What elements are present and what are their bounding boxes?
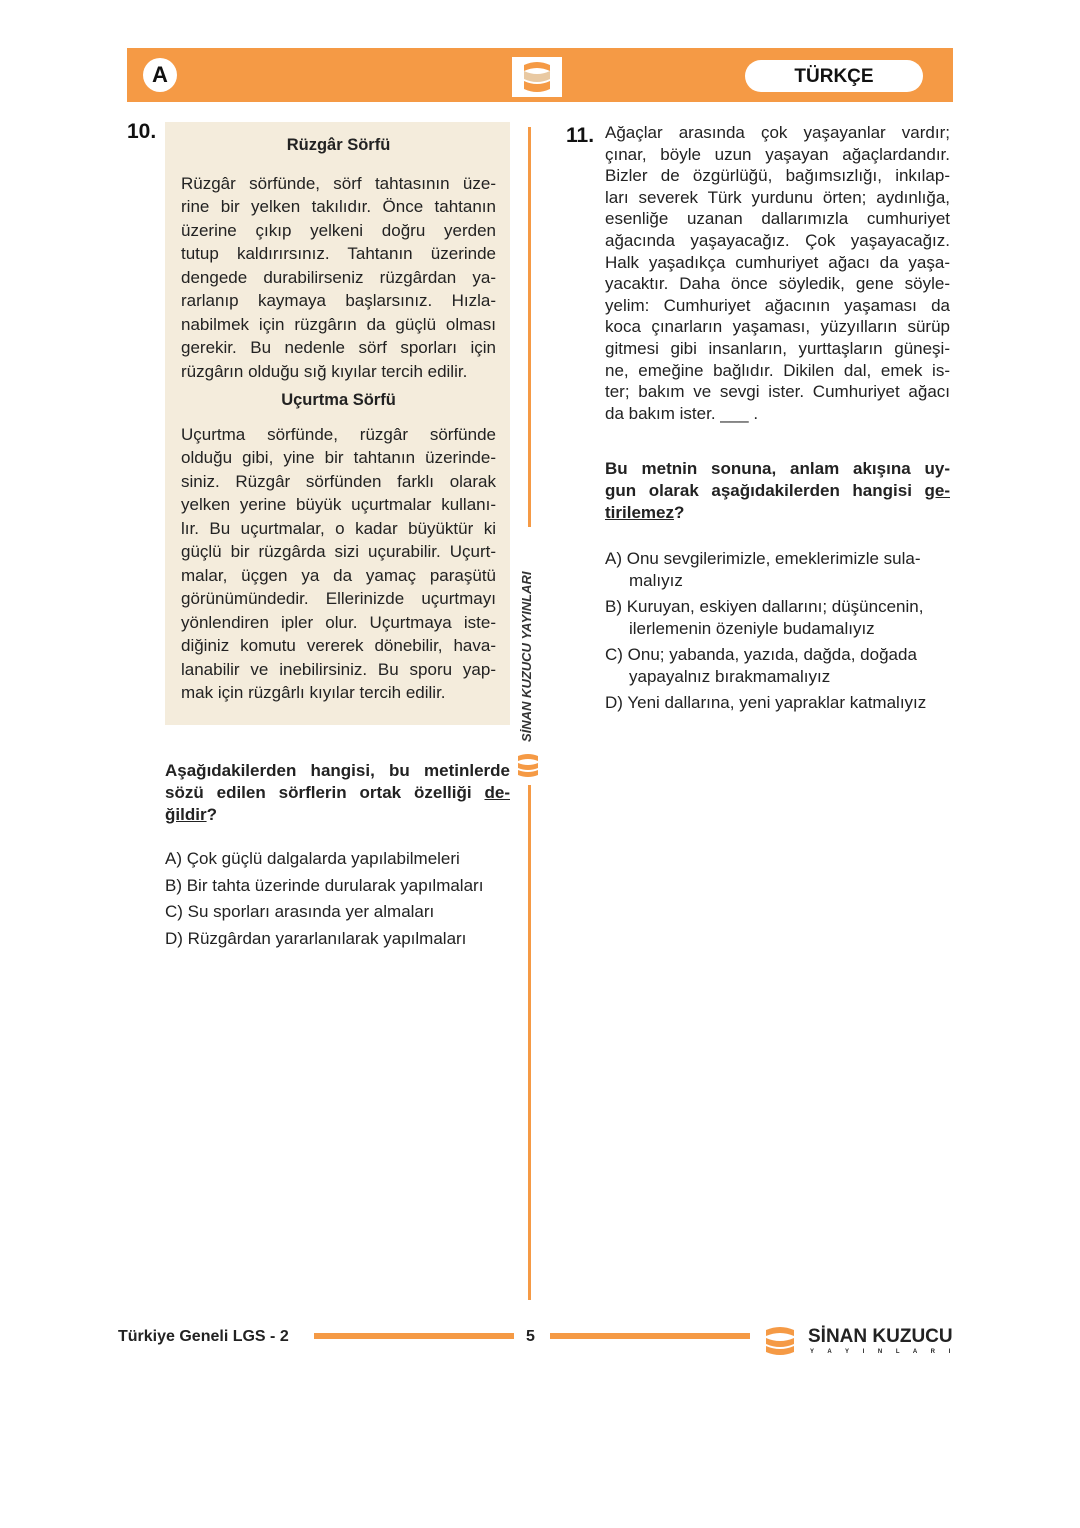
footer-bar-right <box>550 1333 750 1339</box>
text-line: ağacında yaşayacağız. Çok yaşayacağız. <box>605 230 950 250</box>
options-10 <box>165 846 515 952</box>
text-line: koca çınarların yaşaması, yüzyılların sürüp <box>605 317 950 337</box>
text-line: lanabilir ve inebilirsiniz. Bu sporu yap- <box>181 659 496 679</box>
text-line: nabilmek için rüzgârın da güçlü olması <box>181 314 496 334</box>
question-number-10: 10. <box>127 120 157 143</box>
option-a[interactable] <box>605 548 955 592</box>
text-line: dengede durabilirseniz rüzgârdan ya- <box>181 267 496 287</box>
page-number: 5 <box>526 1328 535 1345</box>
text-line: gerekir. Bu nedenle sörf sporları için <box>181 338 496 357</box>
text-line: görünümündedir. Ellerinizde uçurtmayı <box>181 589 496 608</box>
text-line: esenliğe uzanan dallarımızla cumhuriyet <box>605 209 950 229</box>
publisher-vertical-text: SİNAN KUZUCU YAYINLARI <box>519 571 534 742</box>
text-line: rarlanıp kaymaya başlarsınız. Hızla- <box>181 291 496 310</box>
text-line: ne, emeğine bağlıdır. Dikilen dal, emek is- <box>605 360 950 380</box>
publisher-logo-icon <box>762 1324 798 1356</box>
text-line: yacaktır. Daha önce söyledik, gene söyle- <box>605 274 950 294</box>
option-b[interactable]: B) Bir tahta üzerinde durularak yapılmaları <box>165 875 484 895</box>
text-line: Halk yaşadıkça cumhuriyet ağacı da yaşa- <box>605 252 950 272</box>
option-c[interactable]: C) Su sporları arasında yer almaları <box>165 902 435 921</box>
text-line: Bizler de özgürlüğü, bağımsızlığı, inkılap- <box>605 166 950 186</box>
footer-bar-left <box>314 1333 514 1339</box>
text-line: Ağaçlar arasında çok yaşayanlar vardır; <box>605 123 950 142</box>
column-divider-bottom <box>528 785 531 1300</box>
passage-title-1: Rüzgâr Sörfü <box>286 136 391 154</box>
text-line: ları severek Türk yurdunu örten; aydınlığa, <box>605 187 950 207</box>
question-stem-10: Aşağıdakilerden hangisi, bu metinlerde sözü edilen sörflerin ortak özelliği de- ğildir? <box>165 761 510 824</box>
paragraph-1 <box>181 172 496 384</box>
exam-title: Türkiye Geneli LGS - 2 <box>118 1328 289 1345</box>
option-line: ilerlemenin özeniyle budamalıyız <box>629 619 875 638</box>
option-line: malıyız <box>629 571 683 590</box>
option-line: C) Onu; yabanda, yazıda, dağda, doğada <box>605 645 917 664</box>
option-line: A) Onu sevgilerimizle, emeklerimizle sula- <box>605 549 921 568</box>
text-line: siniz. Rüzgâr sörfünden farklı olarak <box>181 471 496 491</box>
option-line: B) Kuruyan, eskiyen dallarını; düşüncenin, <box>605 597 924 616</box>
passage-title-2: Uçurtma Sörfü <box>281 391 396 409</box>
options-11 <box>605 548 955 718</box>
text-line: da bakım ister. ___ . <box>605 403 759 423</box>
text-line: yönlendiren ipler olur. Uçurtmaya iste- <box>181 612 496 632</box>
publisher-brand-sub: Y A Y I N L A R I <box>810 1349 957 1355</box>
text-line: olduğu gibi, yine bir tahtanın üzerinde- <box>181 448 496 467</box>
text-line: güçlü bir rüzgârda sizi uçurabilir. Uçurt- <box>181 542 496 561</box>
question-number-11: 11. <box>566 124 595 147</box>
column-divider-top <box>528 127 531 527</box>
text-line: yelim: Cumhuriyet ağacının yaşaması da <box>605 295 950 315</box>
passage-10 <box>181 134 496 705</box>
publisher-brand: SİNAN KUZUCU <box>808 1326 953 1347</box>
text-line: malar, üçgen ya da yamaç paraşütü <box>181 565 496 585</box>
option-d[interactable] <box>605 692 955 714</box>
text-line: yelken yerine büyük uçurtmalar kullanı- <box>181 495 496 514</box>
text-line: lır. Bu uçurtmalar, o kadar büyüktür ki <box>181 518 496 538</box>
text-line: rüzgârın olduğu sığ kıyılar tercih edilir. <box>181 361 468 381</box>
text-line: Uçurtma sörfünde, rüzgâr sörfünde <box>181 424 496 444</box>
paragraph-2 <box>181 423 496 705</box>
text-line: üzerine çıkıp yelkeni doğru yerden <box>181 220 496 240</box>
booklet-badge: A <box>143 58 177 92</box>
books-logo-small-icon <box>514 752 542 778</box>
option-b[interactable] <box>605 596 955 640</box>
passage-11 <box>605 122 950 424</box>
books-logo-icon <box>512 57 562 97</box>
text-line: çınar, böyle uzun yaşayan ağaçlardandır. <box>605 144 950 164</box>
text-line: Rüzgâr sörfünde, sörf tahtasının üze- <box>181 173 496 193</box>
text-line: tutup kaldırırsınız. Tahtanın üzerinde <box>181 244 496 263</box>
text-line: mak için rüzgârlı kıyılar tercih edilir. <box>181 683 446 702</box>
text-line: gitmesi gibi insanların, yurttaşların güneşi- <box>605 338 950 358</box>
text-line: rine bir yelken takılıdır. Önce tahtanın <box>181 197 496 216</box>
option-line: yapayalnız bırakmamalıyız <box>629 667 831 686</box>
option-line: D) Yeni dallarına, yeni yapraklar katmalıyız <box>605 693 927 712</box>
option-c[interactable] <box>605 644 955 688</box>
question-stem-11: Bu metnin sonuna, anlam akışına uy- gun olarak aşağıdakilerden hangisi ge- tirilemez? <box>605 459 950 522</box>
text-line: diğiniz komutu vererek dönebilir, hava- <box>181 636 496 655</box>
option-d[interactable]: D) Rüzgârdan yararlanılarak yapılmaları <box>165 928 467 948</box>
option-a[interactable]: A) Çok güçlü dalgalarda yapılabilmeleri <box>165 849 460 868</box>
text-line: ter; bakım ve sevgi ister. Cumhuriyet ağacı <box>605 382 950 402</box>
subject-label: TÜRKÇE <box>745 60 923 92</box>
